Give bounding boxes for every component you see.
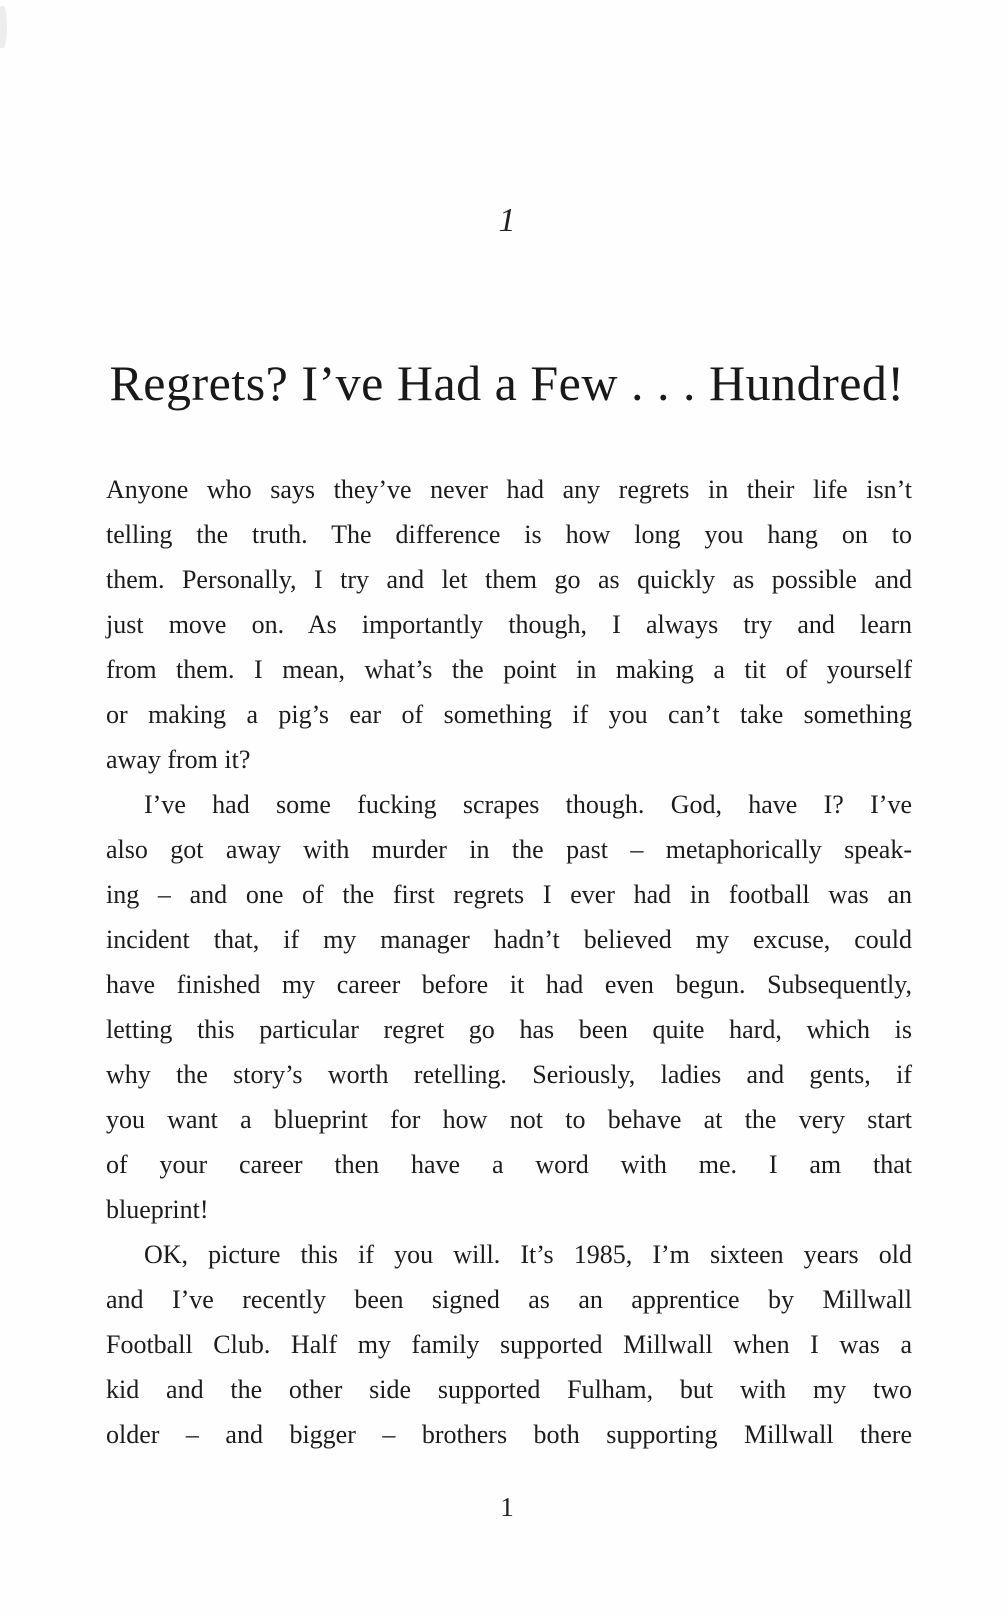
text-line: older – and bigger – brothers both supporting Millwall there <box>106 1420 912 1449</box>
text-line: blueprint! <box>106 1195 209 1224</box>
text-line: also got away with murder in the past – metaphorically speak- <box>106 835 912 864</box>
chapter-number: 1 <box>498 202 516 239</box>
text-line: incident that, if my manager hadn’t believed my excuse, could <box>106 925 912 954</box>
body-text <box>106 467 912 1457</box>
text-line: and I’ve recently been signed as an apprentice by Millwall <box>106 1285 912 1314</box>
text-line: them. Personally, I try and let them go as quickly as possible and <box>106 565 912 594</box>
text-line: why the story’s worth retelling. Seriously, ladies and gents, if <box>106 1060 912 1089</box>
text-line: letting this particular regret go has been quite hard, which is <box>106 1015 912 1044</box>
text-line: just move on. As importantly though, I always try and learn <box>106 610 912 639</box>
text-line: I’ve had some fucking scrapes though. God, have I? I’ve <box>144 790 912 819</box>
text-line: or making a pig’s ear of something if you can’t take something <box>106 700 912 729</box>
text-line: kid and the other side supported Fulham, but with my two <box>106 1375 912 1404</box>
text-line: Anyone who says they’ve never had any regrets in their life isn’t <box>106 475 912 504</box>
text-line: ing – and one of the first regrets I ever had in football was an <box>106 880 912 909</box>
text-line: Football Club. Half my family supported Millwall when I was a <box>106 1330 912 1359</box>
text-line: OK, picture this if you will. It’s 1985, I’m sixteen years old <box>144 1240 912 1269</box>
chapter-title: Regrets? I’ve Had a Few . . . Hundred! <box>109 354 905 411</box>
text-line: from them. I mean, what’s the point in making a tit of yourself <box>106 655 912 684</box>
page-number: 1 <box>500 1492 514 1522</box>
text-line: telling the truth. The difference is how long you hang on to <box>106 520 912 549</box>
text-line: away from it? <box>106 745 251 774</box>
text-line: of your career then have a word with me. I am that <box>106 1150 912 1179</box>
text-line: have finished my career before it had even begun. Subsequently, <box>106 970 912 999</box>
page-edge-smudge <box>0 6 7 48</box>
text-line: you want a blueprint for how not to behave at the very start <box>106 1105 912 1134</box>
